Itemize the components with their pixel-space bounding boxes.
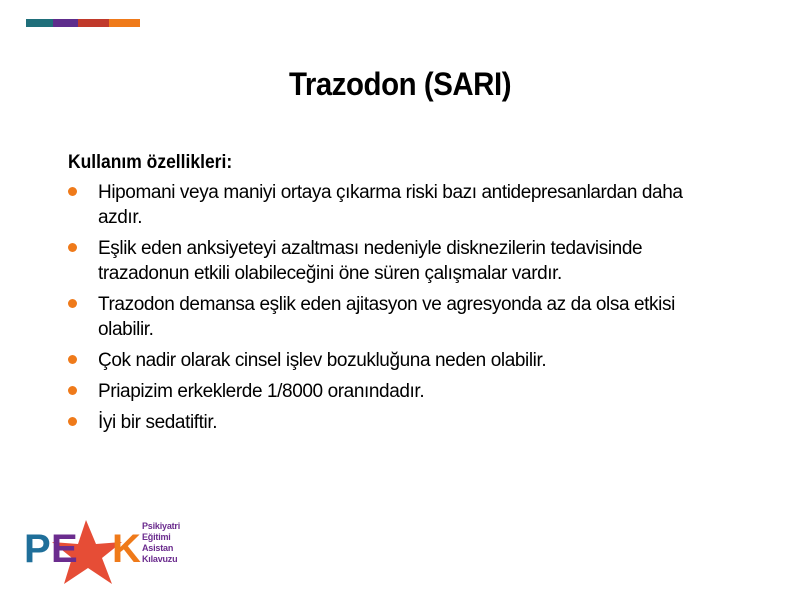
section-heading: Kullanım özellikleri: (68, 152, 233, 173)
color-bar-orange (109, 19, 140, 27)
list-item (68, 348, 718, 373)
logo-caption-line: Kılavuzu (142, 554, 178, 564)
logo-caption-line: Psikiyatri (142, 521, 181, 531)
slide-title: Trazodon (SARI) (288, 66, 512, 102)
bullet-text: Hipomani veya maniyi ortaya çıkarma riski bazı antidepresanlardan daha azdır. (98, 182, 683, 228)
bullet-text: Priapizim erkeklerde 1/8000 oranındadır. (98, 381, 425, 402)
bullet-list (68, 180, 718, 435)
list-item (68, 236, 718, 286)
logo-letter-p: P (24, 527, 51, 571)
bullet-text: İyi bir sedatiftir. (98, 412, 218, 433)
bullet-dot-icon (68, 355, 77, 364)
list-item (68, 410, 718, 435)
logo-letter-e: E (51, 527, 78, 571)
bullet-dot-icon (68, 386, 77, 395)
bullet-text: Trazodon demansa eşlik eden ajitasyon ve agresyonda az da olsa etkisi olabilir. (98, 294, 675, 340)
slide-content (68, 152, 718, 441)
logo-caption-line: Eğitimi (142, 532, 171, 542)
list-item (68, 379, 718, 404)
bullet-dot-icon (68, 417, 77, 426)
top-color-bars (26, 19, 140, 27)
list-item (68, 180, 718, 230)
color-bar-teal (26, 19, 53, 27)
color-bar-purple (53, 19, 78, 27)
list-item (68, 292, 718, 342)
color-bar-red (78, 19, 109, 27)
logo-caption-line: Asistan (142, 543, 174, 553)
logo-caption (142, 521, 180, 565)
bullet-dot-icon (68, 299, 77, 308)
logo-letter-k: K (112, 527, 141, 571)
bullet-text: Çok nadir olarak cinsel işlev bozukluğuna neden olabilir. (98, 350, 547, 371)
bullet-dot-icon (68, 243, 77, 252)
bullet-text: Eşlik eden anksiyeteyi azaltması nedeniyle disknezilerin tedavisinde trazadonun etkili olabileceğini öne süren çalışmalar vardır. (98, 238, 643, 284)
bullet-dot-icon (68, 187, 77, 196)
